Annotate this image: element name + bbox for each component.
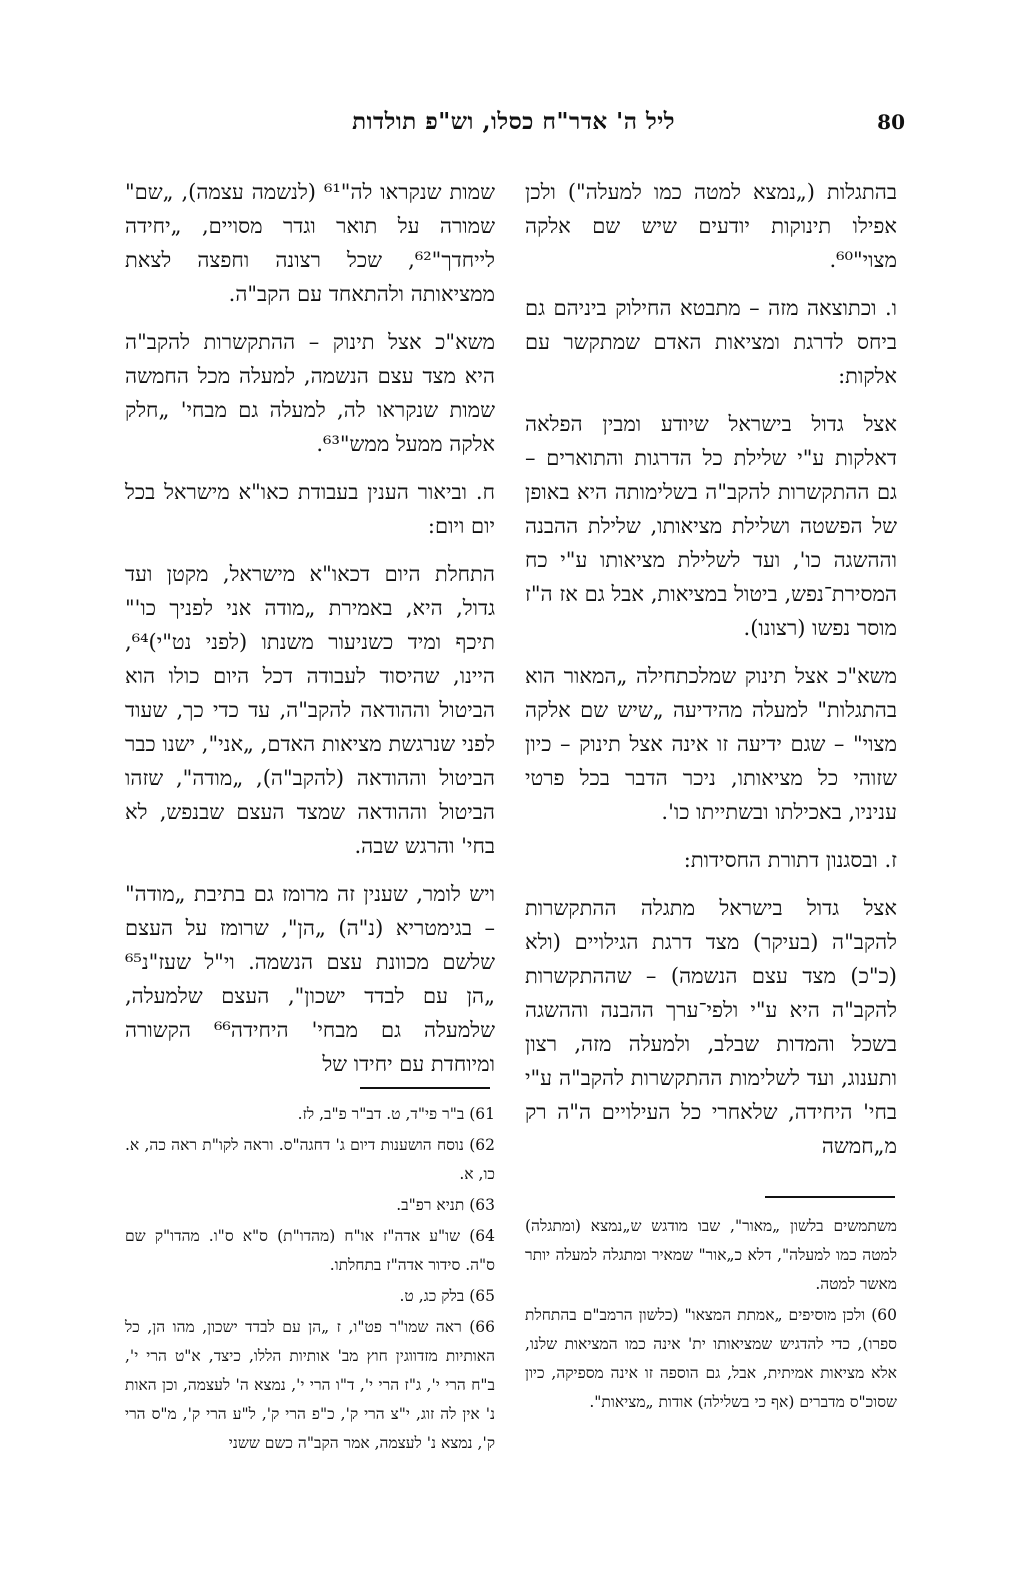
paragraph: משא"כ אצל תינוק שמלכתחילה „המאור הוא בהתגלות" למעלה מהידיעה „שיש שם אלקה מצוי" – שגם ידיעה זו אינה אצל תינוק – כיון שזוהי כל מציאותו, ניכר הדבר בכל פרטי עניניו, באכילתו ובשתייתו כו'. [525,664,897,824]
footnote-rule [765,1196,895,1198]
paragraph: אצל גדול בישראל מתגלה ההתקשרות להקב"ה (בעיקר) מצד דרגת הגילויים (ולא (כ"כ) מצד עצם הנשמה) – שההתקשרות להקב"ה היא ע"י ולפי־ערך ההבנה וההשגה בשכל והמדות שבלב, ולמעלה מזה, רצון ותענוג, ועד לשלימות ההתקשרות להקב"ה ע"י בחי' היחידה, שלאחרי כל העילויים ה"ה רק מ„חמשה [525,896,897,1158]
footnote-rule [360,1087,490,1089]
paragraph: התחלת היום דכאו"א מישראל, מקטן ועד גדול, היא, באמירת „מודה אני לפניך כו'" תיכף ומיד כשניעור משנתו (לפני נט"י)⁶⁴, היינו, שהיסוד לעבודה דכל היום כולו הוא הביטול וההודאה להקב"ה, עד כדי כך, שעוד לפני שנרגשת מציאות האדם, „אני", ישנו כבר הביטול וההודאה (להקב"ה), „מודה", שזהו הביטול וההודאה שמצד העצם שבנפש, לא בחי' והרגש שבה. [125,562,495,858]
section-paragraph-vav: ו. וכתוצאה מזה – מתבטא החילוק ביניהם גם ביחס לדרגת ומציאות האדם שמתקשר עם אלקות: [525,296,897,388]
footnotes-right [525,1212,897,1419]
running-title: ליל ה' אדר"ח כסלו, וש"פ תולדות [352,108,675,135]
page-header [120,108,905,148]
footnote: 64) שו"ע אדה"ז או"ח (מהדו"ת) ס"א ס"ו. מהדו"ק שם ס"ה. סידור אדה"ז בתחלתו. [125,1227,495,1274]
section-paragraph-chet: ח. וביאור הענין בעבודת כאו"א מישראל בכל יום ויום: [125,480,495,538]
footnote: משתמשים בלשון „מאור", שבו מודגש ש„נמצא (ומתגלה) למטה כמו למעלה", דלא כ„אור" שמאיר ומתגלה למעלה יותר מאשר למטה. [525,1217,897,1293]
footnote: 61) ב"ר פי"ד, ט. דב"ר פ"ב, לז. [297,1105,495,1123]
main-text-column-right [525,175,897,1177]
section-paragraph-zayin: ז. ובסגנון דתורת החסידות: [683,848,897,872]
paragraph: בהתגלות („נמצא למטה כמו למעלה") ולכן אפילו תינוקות יודעים שיש שם אלקה מצוי"⁶⁰. [525,180,897,272]
paragraph: שמות שנקראו לה"⁶¹ (לנשמה עצמה), „שם" שמורה על תואר וגדר מסויים, „יחידה לייחדך"⁶², שכל רצונה וחפצה לצאת ממציאותה ולהתאחד עם הקב"ה. [125,180,495,306]
main-text-column-left [125,175,495,1095]
paragraph: משא"כ אצל תינוק – ההתקשרות להקב"ה היא מצד עצם הנשמה, למעלה מכל החמשה שמות שנקראו לה, למעלה גם מבחי' „חלק אלקה ממעל ממש"⁶³. [125,330,495,456]
footnote: 65) בלק כג, ט. [399,1287,495,1305]
footnotes-left [125,1100,495,1460]
footnote: 66) ראה שמו"ר פט"ו, ז „הן עם לבדד ישכון, מהו הן, כל האותיות מזדווגין חוץ מב' אותיות הללו, כיצד, א"ט הרי י', ב"ח הרי י', ג"ז הרי י', ד"ו הרי י', נמצא ה' לעצמה, וכן האות נ' אין לה זוג, י"צ הרי ק', כ"פ הרי ק', ל"ע הרי ק', מ"ס הרי ק', נמצא נ' לעצמה, אמר הקב"ה כשם ששני [125,1318,495,1452]
page-number: 80 [877,110,905,134]
paragraph: אצל גדול בישראל שיודע ומבין הפלאה דאלקות ע"י שלילת כל הדרגות והתוארים – גם ההתקשרות להקב"ה בשלימותה היא באופן של הפשטה ושלילת מציאותו, שלילת ההבנה וההשגה כו', ועד לשלילת מציאותו ע"י כח המסירת־נפש, ביטול במציאות, אבל גם אז ה"ז מוסר נפשו (רצונו). [525,412,897,640]
footnote: 63) תניא רפ"ב. [396,1196,495,1214]
paragraph: ויש לומר, שענין זה מרומז גם בתיבת „מודה" – בגימטריא (נ"ה) „הן", שרומז על העצם שלשם מכוונת עצם הנשמה. וי"ל שעז"נ⁶⁵ „הן עם לבדד ישכון", העצם שלמעלה, שלמעלה גם מבחי' היחידה⁶⁶ הקשורה ומיוחדת עם יחידו של [125,882,495,1076]
footnote: 62) נוסח הושענות דיום ג' דחגה"ס. וראה לקו"ת ראה כה, א. כו, א. [125,1136,495,1183]
footnote: 60) ולכן מוסיפים „אמתת המצאו" (כלשון הרמב"ם בהתחלת ספרו), כדי להדגיש שמציאותו ית' אינה כמו המציאות שלנו, אלא מציאות אמיתית, אבל, גם הוספה זו אינה מספיקה, כיון שסוכ"ס מדברים (אף כי בשלילה) אודות „מציאות". [525,1306,897,1411]
